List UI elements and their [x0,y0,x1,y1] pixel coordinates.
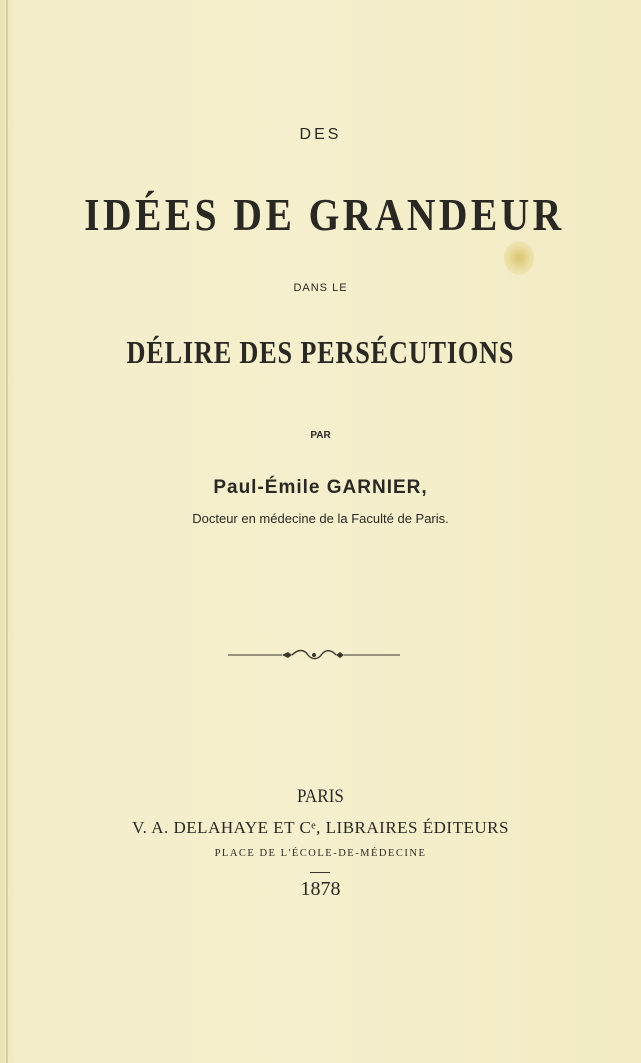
foxing-stain [504,241,534,275]
imprint-address: PLACE DE L'ÉCOLE-DE-MÉDECINE [214,848,427,859]
ornament-rule-icon [228,647,400,663]
short-rule [310,872,330,873]
by-line: PAR [310,430,331,441]
imprint-city: PARIS [296,786,344,807]
pre-title: DES [299,126,342,143]
author-affiliation: Docteur en médecine de la Faculté de Paris. [192,511,449,526]
subtitle: DÉLIRE DES PERSÉCUTIONS [126,334,515,370]
author-name: Paul-Émile GARNIER, [213,477,428,498]
imprint-publisher: V. A. DELAHAYE ET Cᵉ, LIBRAIRES ÉDITEURS [132,818,509,837]
page-edge [6,0,8,1063]
imprint-year: 1878 [300,878,341,900]
main-title: IDÉES DE GRANDEUR [84,189,565,240]
title-connector: DANS LE [293,282,348,294]
